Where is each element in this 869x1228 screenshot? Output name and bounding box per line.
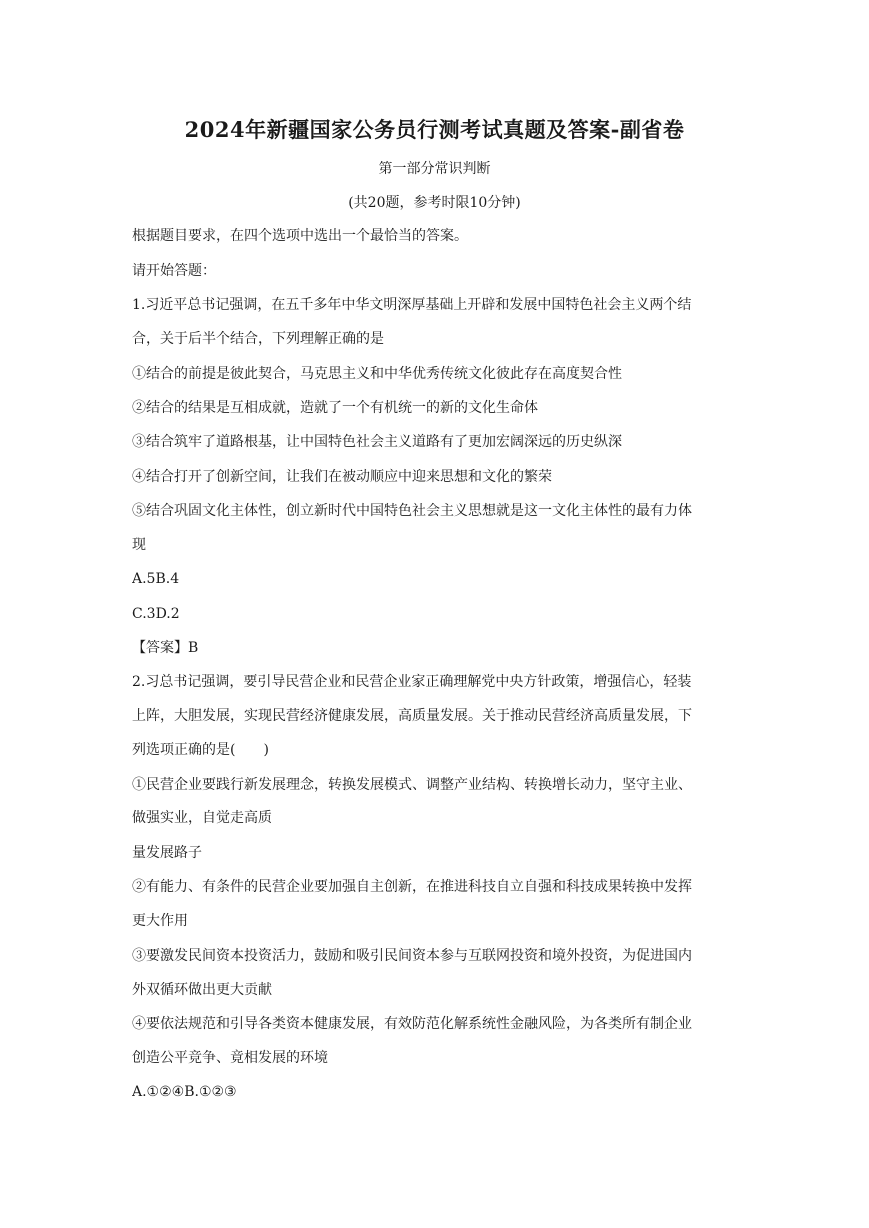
- question-1-statement: 现: [132, 537, 146, 553]
- question-2-statement: 量发展路子: [132, 845, 202, 861]
- question-1-statement: ①结合的前提是彼此契合，马克思主义和中华优秀传统文化彼此存在高度契合性: [132, 366, 622, 382]
- question-1-answer: 【答案】B: [132, 640, 199, 656]
- question-2-statement: 做强实业，自觉走高质: [132, 810, 272, 826]
- question-1-statement: ②结合的结果是互相成就，造就了一个有机统一的新的文化生命体: [132, 400, 538, 416]
- question-2-stem: 列选项正确的是( ): [132, 742, 269, 758]
- question-2-statement: 创造公平竞争、竟相发展的环境: [132, 1050, 328, 1066]
- question-1-options: A.5B.4: [132, 571, 180, 587]
- question-1-options: C.3D.2: [132, 606, 180, 622]
- start-prompt: 请开始答题：: [132, 263, 216, 279]
- question-2-options: A.①②④B.①②③: [132, 1084, 237, 1100]
- question-2-statement: 外双循环做出更大贡献: [132, 982, 272, 998]
- question-1-statement: ⑤结合巩固文化主体性，创立新时代中国特色社会主义思想就是这一文化主体性的最有力体: [132, 503, 692, 519]
- question-2-statement: 更大作用: [132, 913, 188, 929]
- question-2-stem: 2.习总书记强调，要引导民营企业和民营企业家正确理解党中央方针政策，增强信心，轻装: [132, 674, 692, 690]
- document-title: 2024年新疆国家公务员行测考试真题及答案-副省卷: [184, 117, 685, 142]
- question-2-statement: ②有能力、有条件的民营企业要加强自主创新，在推进科技自立自强和科技成果转换中发挥: [132, 879, 692, 895]
- question-2-statement: ①民营企业要践行新发展理念，转换发展模式、调整产业结构、转换增长动力，坚守主业、: [132, 777, 692, 793]
- question-1-statement: ④结合打开了创新空间，让我们在被动顺应中迎来思想和文化的繁荣: [132, 469, 552, 485]
- question-2-statement: ④要依法规范和引导各类资本健康发展，有效防范化解系统性金融风险，为各类所有制企业: [132, 1016, 692, 1032]
- question-2-statement: ③要激发民间资本投资活力，鼓励和吸引民间资本参与互联网投资和境外投资，为促进国内: [132, 948, 692, 964]
- section-heading: 第一部分常识判断: [378, 161, 491, 177]
- question-1-statement: ③结合筑牢了道路根基，让中国特色社会主义道路有了更加宏阔深远的历史纵深: [132, 434, 622, 450]
- question-1-stem: 合，关于后半个结合，下列理解正确的是: [132, 331, 384, 347]
- instruction-line: 根据题目要求，在四个选项中选出一个最恰当的答案。: [132, 228, 468, 244]
- question-2-stem: 上阵，大胆发展，实现民营经济健康发展，高质量发展。关于推动民营经济高质量发展，下: [132, 708, 692, 724]
- question-1-stem: 1.习近平总书记强调，在五千多年中华文明深厚基础上开辟和发展中国特色社会主义两个结: [132, 297, 692, 313]
- section-note: (共20题，参考时限10分钟): [348, 195, 521, 211]
